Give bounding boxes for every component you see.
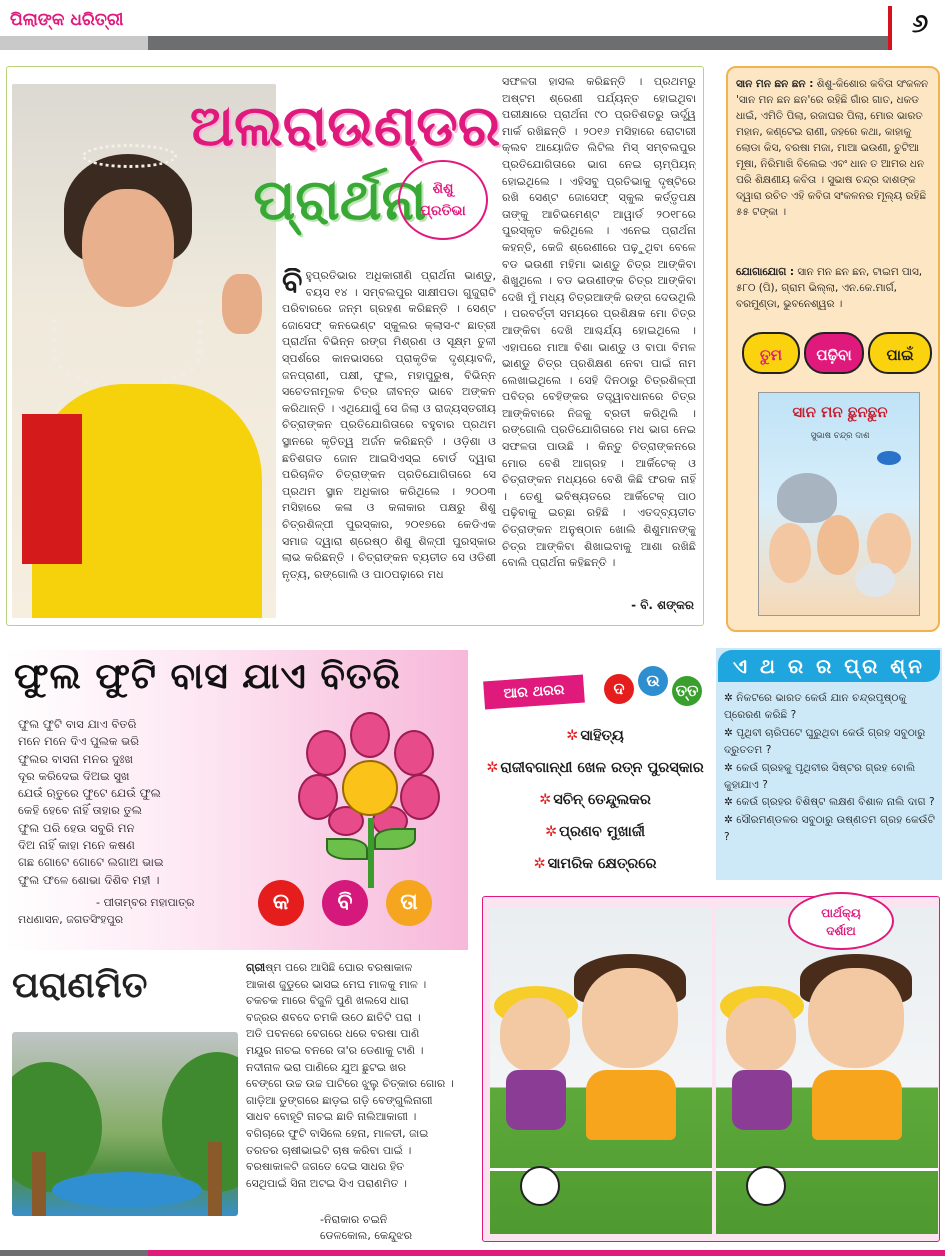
answers-dot: ତ୍ତ: [672, 676, 702, 706]
poem-line: ଦୂର କରିଦେଇ ଦିଅଇ ସୁଖ: [18, 768, 130, 783]
article-column-1: [282, 268, 496, 620]
star-icon: ✲: [533, 856, 546, 872]
answer-item: ✲ ସଚିନ୍ ତେନ୍ଦୁଲକର: [539, 792, 651, 808]
quiz-question: ✲ କେଉଁ ଗ୍ରହର ବିଶିଷ୍ଟ ଲକ୍ଷଣ ବିଶାଳ ନାଲି ଦାଗ ?: [724, 796, 935, 809]
difference-panel-left: [490, 908, 712, 1234]
answer-item: ✲ ସାହିତ୍ୟ: [566, 728, 624, 744]
rain-line: ଚକଚକ ମାରେ ବିଜୁଳି ପୁଣି ଖଲସେ ଧାରା: [246, 994, 409, 1008]
football-icon: [520, 1166, 560, 1206]
dancer-photo: [12, 84, 276, 618]
poem-title: ଫୁଲ ଫୁଟି ବାସ ଯାଏ ବିତରି: [14, 656, 401, 697]
poem-line: କେହି ହେବେ ନାହିଁ ତାହାର ତୁଲ: [18, 803, 143, 818]
masthead: [0, 0, 945, 58]
bird-icon: [877, 451, 901, 465]
pill-tuma: ତୁମ: [742, 332, 800, 374]
article-title-line1: ଅଲରାଉଣ୍ଡର: [189, 94, 501, 159]
newspaper-logo: ପିଲାଙ୍କ ଧରିତ୍ରୀ: [10, 10, 124, 30]
answers-label: ଆର ଥରର: [483, 675, 585, 710]
footer-bar: [0, 1250, 945, 1258]
quiz-title: ଏ ଥ ର ର ପ୍ର ଶ୍ନ: [718, 650, 940, 682]
quiz-question: ✲ ନିକଟରେ ଭାରତ କେଉଁ ଯାନ ଚନ୍ଦ୍ରପୃଷ୍ଠକୁ ପ୍ରେରଣ କରିଛି ?: [724, 692, 907, 722]
rain-line: ବଗିଚାରେ ଫୁଟି ବାସିଲେ ହେନା, ମାଳତୀ, ଜାଇ: [246, 1126, 429, 1140]
pill-pain: ପାଇଁ: [868, 332, 932, 374]
book-cover-author: ସୁଭାଷ ଚନ୍ଦ୍ର ଦାଶ: [810, 431, 870, 441]
elephant-illustration: [777, 473, 837, 523]
answers-dot: ଉ: [638, 666, 668, 696]
article-title-line2: ପ୍ରାର୍ଥନା: [253, 168, 427, 233]
poem-line: ଫୁଲର ବାସନା ମନର ଦୁଃଖ: [18, 751, 134, 766]
kabita-letter: ତା: [386, 880, 432, 926]
article-byline: - ବି. ଶଙ୍କର: [631, 598, 694, 612]
rain-dropcap: ଗ୍ରୀ: [246, 961, 266, 974]
answers-header: [478, 666, 712, 712]
kabita-letter: କ: [258, 880, 304, 926]
header-bar-left: [0, 36, 148, 50]
header-divider: [888, 6, 892, 50]
poem-body: [18, 716, 286, 892]
poem-line: ମନେ ମନେ ଦିଏ ପୁଲକ ଭରି: [18, 734, 140, 749]
article-dropcap: ବି: [282, 268, 303, 300]
header-bar: [148, 36, 888, 50]
rain-line: ଗାଡ଼ିଆ ଡୁଙ୍ଗରେ ଛାଡ଼ଇ ଗଡ଼ି ବେଙ୍ଗୁଲିନାଗୀ: [246, 1093, 433, 1107]
poem-line: ଫୁଲ ଫୁଟି ବାସ ଯାଏ ବିତରି: [18, 717, 137, 731]
rain-line: ତରତର ଚାଷୀଭାଇଟି ଚାଷ କରିବା ପାଇଁ ।: [246, 1143, 412, 1157]
poem-author: - ପୀତାମ୍ବର ମହାପାତ୍ର: [96, 896, 195, 909]
difference-panel-right: [716, 908, 938, 1234]
book-cover: [758, 392, 920, 616]
quiz-questions: [724, 690, 936, 876]
rain-poem-signature: [320, 1212, 474, 1252]
rain-author: -ନିରାକାର ଚଇନି: [320, 1213, 388, 1226]
badge-line2: ପ୍ରତିଭା: [420, 203, 466, 219]
book-contact: [736, 264, 932, 318]
quiz-question: ✲ ପୃଥିବୀ ଚାରିପଟେ ଘୁରୁଥିବା କେଉଁ ଗ୍ରହ ସବୁଠାରୁ ଦ୍ରୁତତମ ?: [724, 726, 926, 757]
rain-line: ସେଥିପାଇଁ ସିନା ଅଟଇ ସିଏ ପରାଣମିତ ।: [246, 1176, 407, 1190]
answer-item: ✲ ରାଜୀବଗାନ୍ଧୀ ଖେଳ ରତ୍ନ ପୁରସ୍କାର: [486, 760, 704, 776]
reading-pills: [742, 332, 932, 376]
contact-label: ଯୋଗାଯୋଗ :: [736, 266, 795, 278]
poem-place: ମଧଣାସନ, ଜଗତସିଂହପୁର: [18, 913, 124, 926]
kabita-letter: ବି: [322, 880, 368, 926]
rain-line: ଗ୍ରୀଷ୍ମ ପରେ ଆସିଛି ଘୋର ବରଷାକାଳ: [246, 961, 413, 974]
rain-line: ବଜ୍ରର ଶବଦେ ଚମକି ଉଠେ ଛାତିଟି ପରା ।: [246, 1010, 421, 1024]
answer-item: ✲ ସାମରିକ କ୍ଷେତ୍ରରେ: [533, 856, 657, 872]
section-badge: [398, 160, 488, 240]
rain-line: ମୟୂର ନାଚଇ ବନରେ ତା'ର ଡେଣାକୁ ଟାଣି ।: [246, 1043, 424, 1057]
rain-line: ନଦୀନାଳ ଭରା ପାଣିରେ ଯୁଅ ଛୁଟଇ ଖର: [246, 1060, 406, 1074]
star-icon: ✲: [539, 792, 552, 808]
star-icon: ✲: [486, 760, 499, 776]
poem-line: ଗଛ ଗୋଟେ ଗୋଟେ ଲଗାଅ ଭାଇ: [18, 855, 164, 870]
answers-list: [478, 724, 712, 874]
poem-line: ଦିଅ ନାହିଁ କାହା ମନେ କଷଣ: [18, 838, 135, 853]
rain-line: ସାଧବ ବୋହୂଟି ନାଚଇ ଛାତି ନାଲିଆକାଗୀ ।: [246, 1110, 417, 1124]
poem-line: ଯେଉଁ ଋତୁରେ ଫୁଟେ ଯେଉଁ ଫୁଲ: [18, 786, 161, 801]
rain-poem-body: [246, 960, 474, 1222]
flower-illustration: [276, 708, 456, 878]
rain-line: ଅତି ପବନରେ ବେଗରେ ଧରେ ବରଷା ପାଣି: [246, 1027, 420, 1041]
rain-line: ଆକାଶ ଜୁଡୁରେ ଭାସଇ ମେଘ ମାଳକୁ ମାଳ ।: [246, 977, 427, 991]
rain-forest-image: [12, 1032, 238, 1216]
poem-line: ଫୁଲ ଫଳେ ଶୋଭା ଦିଶିବ ମହୀ ।: [18, 872, 160, 887]
answer-item: ✲ ପ୍ରଣବ ମୁଖାର୍ଜୀ: [544, 824, 646, 840]
rain-line: ବେଙ୍ଗେ ଉଚ୍ଚ ଉଚ୍ଚ ପାଟିରେ ଝୁଲୁ ଚିତ୍କାର ଗୋର ।: [246, 1077, 454, 1091]
poem-signature: [18, 894, 286, 932]
rain-line: ବରଷାକାଳଟି ଜଗତେ ଦେଇ ସାଧର ହିତ: [246, 1160, 405, 1174]
quiz-question: ✲ ସୌରମଣ୍ଡଳର ସବୁଠାରୁ ଉଷ୍ଣତମ ଗ୍ରହ କେଉଁଟି ?: [724, 813, 935, 844]
book-intro-label: ସାନ ମନ ଛନ ଛନ :: [736, 78, 814, 90]
football-icon: [746, 1166, 786, 1206]
badge-line1: ଶିଶୁ: [432, 181, 454, 197]
cat-illustration: [855, 563, 895, 597]
article-column-2: ସଫଳତା ହାସଲ କରିଛନ୍ତି । ପ୍ରଥମରୁ ଅଷ୍ଟମ ଶ୍ରେଣୀ ପର୍ଯ୍ୟନ୍ତ ହୋଇଥିବା ପରୀକ୍ଷାରେ ପ୍ରାର୍ଥନା ୯୦ ପ୍ରତିଶତରୁ ଊର୍ଦ୍ଧ୍ୱ ମାର୍କ ରଖିଛନ୍ତି । ୨୦୧୬ ମସିହାରେ ରୋଟାରୀ କ୍ଲବ ଆୟୋଜିତ ଲିଟିଲ ମିସ୍ ସମ୍ବଲପୁର ପ୍ରତିଯୋଗିତାରେ ଭାଗ ନେଇ ଚାମ୍ପିୟନ୍ ହୋଇଥିଲେ । ଏହିସବୁ ପ୍ରତିଭାକୁ ଦୃଷ୍ଟିରେ ରଖି ସେଣ୍ଟ ଜୋସେଫ୍ ସ୍କୁଲ କର୍ତ୍ତୃପକ୍ଷ ତାଙ୍କୁ ଆଚିଭମେଣ୍ଟ ଆୱାର୍ଡ ୨୦୧୮ରେ ପୁରସ୍କୃତ କରିଥିଲେ । ଏନେଇ ପ୍ରାର୍ଥନା କହନ୍ତି, କେଜି ଶ୍ରେଣୀରେ ପଢ଼ୁଥିବା ବେଳେ ବଡ ଭଉଣୀ ମହିମା ଭାଣ୍ଡୁ ଚିତ୍ର ଆଙ୍କିବା ଶିଖୁଥିଲେ । ବଡ ଭଉଣୀଙ୍କ ଚିତ୍ର ଆଙ୍କିବା ଦେଖି ମୁଁ ମଧ୍ୟ ଚିତ୍ରଆଙ୍କି ରଙ୍ଗ ଦେଉଥିଲି । ପରବର୍ତ୍ତୀ ସମୟରେ ପ୍ରଶିକ୍ଷକ ମୋ ଚିତ୍ର ଆଙ୍କିବା ଦେଖି ଆଶ୍ଚର୍ଯ୍ୟ ହୋଇଥିଲେ । ଏହାପରେ ମାଆ ବିଶା ଭାଣ୍ଡୁ ଓ ବାପା ବିମଳ ଭାଣ୍ଡୁ ଚିତ୍ର ପ୍ରଶିକ୍ଷଣ ନେବା ପାଇଁ ନାମ ଲେଖାଇଥିଲେ । ସେହି ଦିନଠାରୁ ଚିତ୍ରଶିଳ୍ପୀ ପବିତ୍ର ବେହିଙ୍କର ତତ୍ତ୍ୱାବଧାନରେ ଚିତ୍ର ଆଙ୍କିବାରେ ନିଜକୁ ବ୍ରତୀ କରିଥିଲି । ରଙ୍ଗୋଲି ପ୍ରତିଯୋଗିତାରେ ମଧ ଭାଗ ନେଇ ସଫଳତା ପାଉଛି । କିନ୍ତୁ ଚିତ୍ରାଙ୍କନରେ ମୋର ବେଶି ଆଗ୍ରହ । ଆର୍କିଟେକ୍ ଓ ଚିତ୍ରାଙ୍କନ ମଧ୍ୟରେ ବେଶି କିଛି ଫରକ ନାହିଁ । ତେଣୁ ଭବିଷ୍ୟତରେ ଆର୍କିଟେକ୍ ପାଠ ପଢ଼ିବାକୁ ଇଚ୍ଛା ରହିଛି । ଏତଦ୍‌ବ୍ୟତୀତ ଚିତ୍ରାଙ୍କନ ଅନୁଷ୍ଠାନ ଖୋଲି ଶିଶୁମାନଙ୍କୁ ଚିତ୍ର ଆଙ୍କିବା ଶିଖାଇବାକୁ ଆଶା ରଖିଛି ବୋଲି ପ୍ରାର୍ଥନା କହିଛନ୍ତି ।: [502, 75, 696, 570]
star-icon: ✲: [566, 728, 579, 744]
kabita-badges: [254, 880, 468, 932]
star-icon: ✲: [544, 824, 558, 840]
book-intro-text: ଶିଶୁ-କିଶୋର କବିତା ସଂକଳନ 'ସାନ ମନ ଛନ ଛନ'ରେ ରହିଛି ଗାଁର ଗାତ, ଧକଡ ଧାଇଁ, ଏମିତି ପିଲା, ରଜାଘର ପିଲା, ମୋର ଭାରତ ମହାନ, କଣ୍ଟେଇ ରାଣୀ, ଜହରେ କଥା, କାହାକୁ ଲୋଡା କିସ, ବରଷା ମଜା, ମାଆ ଭଉଣୀ, ଚୁଟିଆ ମୂଷା, ନିରିମାଖି ବିଲେଇ ଏବଂ ଧାନ ତ ଆମର ଧନ ପରି ଶିକ୍ଷଣୀୟ କବିତା । ସୁଭାଷ ଚନ୍ଦ୍ର ଦାଶଙ୍କ ଦ୍ୱାରା ରଚିତ ଏହି କବିତା ସଂକଳନର ମୂଲ୍ୟ ରହିଛି ୫୫ ଟଙ୍କା ।: [736, 78, 929, 218]
book-cover-title: ସାନ ମନ ଛୁନଛୁନ: [792, 403, 888, 421]
quiz-question: ✲ କେଉଁ ଗ୍ରହକୁ ପୃଥିବୀର ସିଷ୍ଟର ଗ୍ରହ ବୋଲି କୁହାଯାଏ ?: [724, 761, 916, 792]
rain-poem-title: ପରାଣମିତ: [12, 965, 148, 1006]
smiley-face-icon: [342, 760, 398, 816]
rain-place: ଡେଳକୋଲ, କେନ୍ଦୁଝର: [320, 1229, 413, 1242]
page-number: ୬: [911, 9, 929, 39]
book-description: [736, 76, 932, 282]
pill-padhiba: ପଢ଼ିବା: [804, 332, 864, 374]
contact-text: ସାନ ମନ ଛନ ଛନ, ଟାଇମ ପାସ, ୫୮୦ (ପି), ଗ୍ରାମ ଭିଲ୍ଲା, ଏନ.କେ.ମାର୍ଗ, ବରମୁଣ୍ଡା, ଭୁବନେଶ୍ୱର ।: [736, 266, 923, 310]
article-col1-text: ହୁପ୍ରତିଭାର ଅଧିକାରୀଣି ପ୍ରାର୍ଥନା ଭାଣ୍ଡୁ, ବୟସ ୧୪ । ସମ୍ବଲପୁର ସାକ୍ଷୀପଡା ଗୁଜୁରାଟି ପରିବାରରେ ଜନ୍ମ ଗ୍ରହଣ କରିଛନ୍ତି । ସେଣ୍ଟ ଜୋସେଫ୍ କନଭେଣ୍ଟ ସ୍କୁଲର କ୍ଲାସ-୯ ଛାତ୍ରୀ ପ୍ରାର୍ଥନା ବିଭିନ୍ନ ରଙ୍ଗ ମିଶ୍ରଣ ଓ ସୂକ୍ଷ୍ମ ତୁଳୀ ସ୍ପର୍ଶରେ କାନଭାସରେ ପ୍ରାକୃତିକ ଦୃଶ୍ୟାବଳି, ଜନପ୍ରାଣୀ, ପକ୍ଷୀ, ଫୁଲ, ମହାପୁରୁଷ, ବିଭିନ୍ନ ସଚେତନାମୂଳକ ଚିତ୍ର ଜୀବନ୍ତ ଭାବେ ଅଙ୍କନ କରିଥାନ୍ତି । ଏଥିଯୋଗୁଁ ସେ ଜିଲା ଓ ରାଜ୍ୟସ୍ତରୀୟ ଚିତ୍ରାଙ୍କନ ପ୍ରତିଯୋଗିତାରେ ବହୁବାର ପ୍ରଥମ ସ୍ଥାନରେ କୃତିତ୍ୱ ଅର୍ଜନ କରିଛନ୍ତି । ଓଡ଼ିଶା ଓ ଛତିଶଗଡ ଜୋନ ଆଇସିଏସ୍ଇ ବୋର୍ଡ ଦ୍ୱାରା ପରିଚାଳିତ ଚିତ୍ରାଙ୍କନ ପ୍ରତିଯୋଗିତାରେ ସେ ପ୍ରଥମ ସ୍ଥାନ ଅଧିକାର କରିଥିଲେ । ୨୦୦୩ ମସିହାରେ କଳା ଓ କଳାକାର ପକ୍ଷରୁ ଶିଶୁ ଚିତ୍ରଶିଳ୍ପୀ ପୁରସ୍କାର, ୨୦୧୭ରେ କେଡିଏକ ସମାଜ ଦ୍ୱାରା ଶ୍ରେଷ୍ଠ ଶିଶୁ ଶିଳ୍ପୀ ପୁରସ୍କାର ଲାଭ କରିଛନ୍ତି । ଚିତ୍ରାଙ୍କନ ବ୍ୟତୀତ ସେ ଓଡିଶୀ ନୃତ୍ୟ, ରଙ୍ଗୋଲି ଓ ପାଠପଢ଼ାରେ ମଧ: [282, 269, 496, 581]
poem-line: ଫୁଲ ପରି ହେଉ ସବୁରି ମନ: [18, 820, 135, 835]
answers-dot: ଦ: [604, 674, 634, 704]
difference-label: ପାର୍ଥକ୍ୟ ଦର୍ଶାଅ: [788, 892, 894, 950]
